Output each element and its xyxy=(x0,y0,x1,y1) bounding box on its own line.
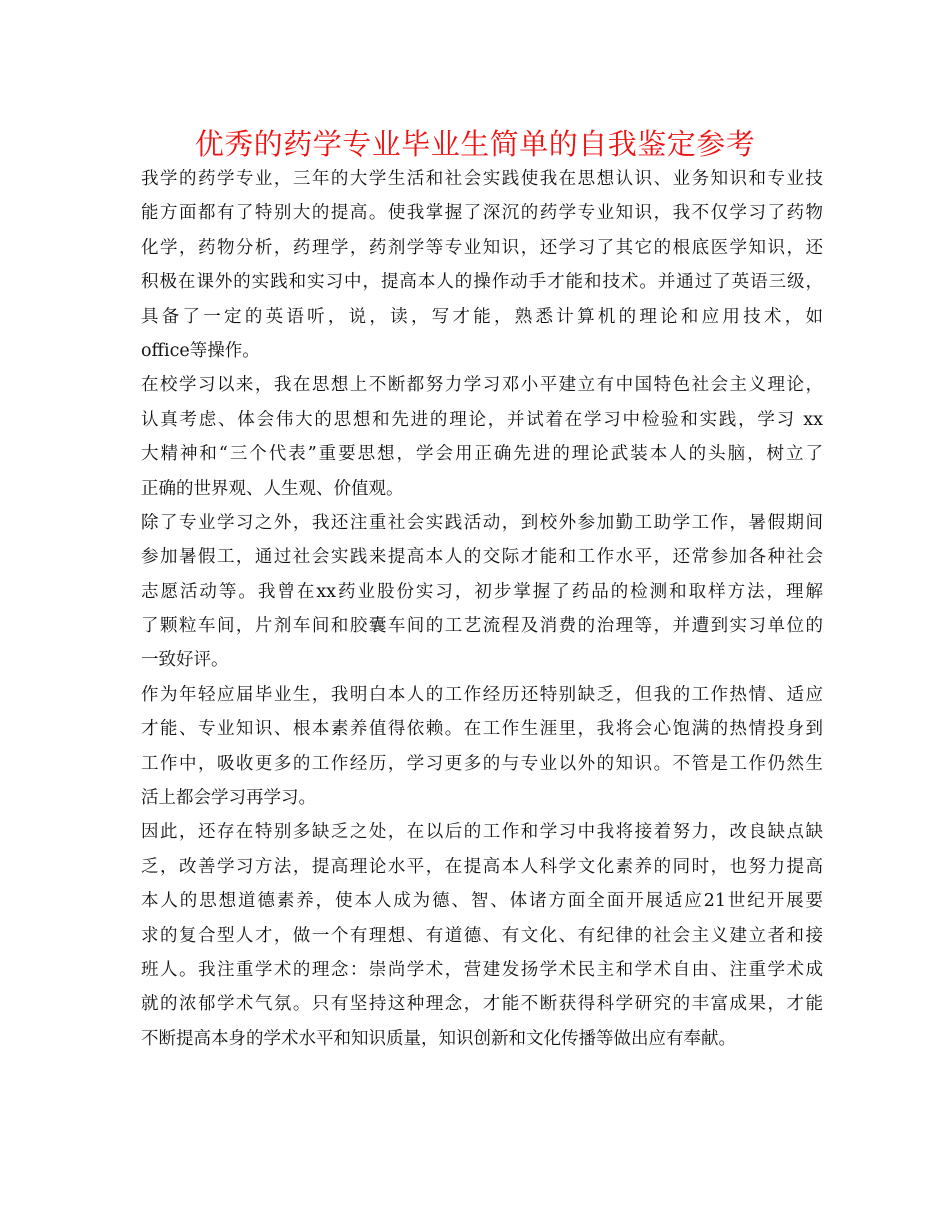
body-text-line: 认真考虑、体会伟大的思想和先进的理论，并试着在学习中检验和实践，学习 xx xyxy=(141,409,823,430)
body-text-line: 工作中，吸收更多的工作经历，学习更多的与专业以外的知识。不管是工作仍然生 xyxy=(141,753,823,774)
body-text-line: 我学的药学专业，三年的大学生活和社会实践使我在思想认识、业务知识和专业技 xyxy=(141,169,823,189)
body-text-line: 具备了一定的英语听，说，读，写才能，熟悉计算机的理论和应用技术，如 xyxy=(141,306,823,327)
document-title: 优秀的药学专业毕业生简单的自我鉴定参考 xyxy=(194,127,756,161)
body-text-line: 才能、专业知识、根本素养值得依赖。在工作生涯里，我将会心饱满的热情投身到 xyxy=(141,719,823,740)
body-text-line: 大精神和“三个代表”重要思想，学会用正确先进的理论武装本人的头脑，树立了 xyxy=(141,444,823,465)
body-text-line: 除了专业学习之外，我还注重社会实践活动，到校外参加勤工助学工作，暑假期间 xyxy=(141,512,823,533)
body-text-line: 一致好评。 xyxy=(141,650,229,671)
body-text-line: 能方面都有了特别大的提高。使我掌握了深沉的药学专业知识，我不仅学习了药物 xyxy=(141,203,823,224)
body-text-line: 本人的思想道德素养，使本人成为德、智、体诸方面全面开展适应21世纪开展要 xyxy=(141,891,823,912)
body-text-line: 正确的世界观、人生观、价值观。 xyxy=(141,478,404,499)
body-text-line: 了颗粒车间，片剂车间和胶囊车间的工艺流程及消费的治理等，并遭到实习单位的 xyxy=(141,616,823,637)
body-text-line: 参加暑假工，通过社会实践来提高本人的交际才能和工作水平，还常参加各种社会 xyxy=(141,547,823,568)
body-text-line: 乏，改善学习方法，提高理论水平，在提高本人科学文化素养的同时，也努力提高 xyxy=(141,856,823,877)
body-text-line: 化学，药物分析，药理学，药剂学等专业知识，还学习了其它的根底医学知识，还 xyxy=(141,237,823,258)
body-text-line: 不断提高本身的学术水平和知识质量，知识创新和文化传播等做出应有奉献。 xyxy=(141,1028,736,1049)
body-text-line: 在校学习以来，我在思想上不断都努力学习邓小平建立有中国特色社会主义理论， xyxy=(141,375,823,396)
body-text-line: office等操作。 xyxy=(141,340,260,361)
body-text-line: 就的浓郁学术气氛。只有坚持这种理念，才能不断获得科学研究的丰富成果，才能 xyxy=(141,994,823,1015)
body-text-line: 班人。我注重学术的理念：崇尚学术，营建发扬学术民主和学术自由、注重学术成 xyxy=(141,959,823,980)
body-text-line: 求的复合型人才，做一个有理想、有道德、有文化、有纪律的社会主义建立者和接 xyxy=(141,925,823,946)
body-text-line: 积极在课外的实践和实习中，提高本人的操作动手才能和技术。并通过了英语三级， xyxy=(141,272,823,293)
body-text-line: 志愿活动等。我曾在xx药业股份实习，初步掌握了药品的检测和取样方法，理解 xyxy=(141,581,823,602)
document-body xyxy=(141,162,823,1056)
body-text-line: 活上都会学习再学习。 xyxy=(141,788,316,809)
body-text-line: 作为年轻应届毕业生，我明白本人的工作经历还特别缺乏，但我的工作热情、适应 xyxy=(141,684,823,705)
body-text-line: 因此，还存在特别多缺乏之处，在以后的工作和学习中我将接着努力，改良缺点缺 xyxy=(141,822,823,843)
